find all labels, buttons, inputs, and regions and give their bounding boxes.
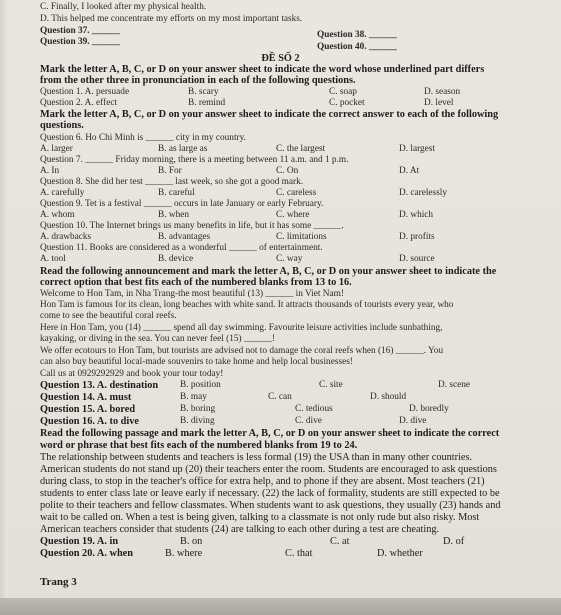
q1-option-d: D. season [424, 87, 461, 97]
q6-stem: Question 6. Ho Chi Minh is ______ city in my country. [40, 133, 246, 143]
q8-option-a: A. carefully [40, 188, 85, 198]
q16-option-c: C. dive [295, 416, 322, 426]
q11-option-a: A. tool [40, 254, 66, 264]
answer-q37: Question 37. ______ [40, 26, 120, 36]
q14-label: Question 14. A. must [40, 392, 132, 403]
announcement-line-4: Here in Hon Tam, you (14) ______ spend all day swimming. Favourite leisure activities include sunbathing, [40, 323, 443, 333]
q9-stem: Question 9. Tet is a festival ______ occurs in late January or early February. [40, 199, 324, 209]
q11-option-b: B. device [158, 254, 194, 264]
q7-option-d: D. At [399, 166, 420, 176]
q15-label: Question 15. A. bored [40, 404, 136, 415]
q1-option-c: C. soap [329, 87, 357, 97]
q19-label: Question 19. A. in [40, 536, 119, 547]
exam-title: ĐỀ SỐ 2 [261, 53, 300, 64]
q10-stem: Question 10. The Internet brings us many benefits in life, but it has some ______. [40, 221, 344, 231]
q19-option-c: C. at [330, 536, 350, 547]
option-c-line: C. Finally, I looked after my physical health. [40, 2, 207, 12]
section3-instruction-2: correct option that best fits each of the numbered blanks from 13 to 16. [40, 277, 352, 288]
q20-option-c: C. that [285, 548, 313, 559]
passage-line-4: students to enter class late or leave early if necessary. (22) the lack of formality, students are still expected to be [40, 488, 500, 499]
section1-instruction-1: Mark the letter A, B, C, or D on your answer sheet to indicate the word whose underlined part differs [40, 64, 485, 75]
passage-line-2: American students do not stand up (20) their teachers enter the room. Students are encouraged to ask questions [40, 464, 497, 475]
q15-option-d: D. boredly [409, 404, 449, 414]
q6-option-c: C. the largest [276, 144, 326, 154]
q10-option-d: D. profits [399, 232, 435, 242]
q6-option-d: D. largest [399, 144, 435, 154]
q1-option-b: B. scary [188, 87, 219, 97]
announcement-line-6: We offer ecotours to Hon Tam, but tourists are advised not to damage the coral reefs when (16) ______. You [40, 346, 444, 356]
section4-instruction-1: Read the following passage and mark the letter A, B, C, or D on your answer sheet to indicate the correct [40, 428, 500, 439]
passage-line-6: wait to be called on. When a test is being given, talking to a classmate is not only rude but also risky. Most [40, 512, 480, 523]
q16-option-d: D. dive [399, 416, 427, 426]
q16-label: Question 16. A. to dive [40, 416, 139, 427]
q13-option-d: D. scene [438, 380, 471, 390]
passage-line-1: The relationship between students and teachers is less formal (19) the USA than in many other countries. [40, 452, 473, 463]
announcement-line-2: Hon Tam is famous for its clean, long beaches with white sand. It attracts thousands of tourists every year, who [40, 300, 454, 310]
q9-option-c: C. where [276, 210, 310, 220]
option-d-line: D. This helped me concentrate my efforts on my most important tasks. [40, 14, 303, 24]
q16-option-b: B. diving [180, 416, 215, 426]
answer-q38: Question 38. ______ [317, 30, 397, 40]
answer-q40: Question 40. ______ [317, 42, 397, 52]
q7-option-c: C. On [276, 166, 299, 176]
q19-option-b: B. on [180, 536, 203, 547]
section1-instruction-2: from the other three in pronunciation in each of the following questions. [40, 75, 356, 86]
q1-label: Question 1. A. persuade [40, 87, 130, 97]
announcement-line-8: Call us at 0929292929 and book your tour today! [40, 369, 224, 379]
q9-option-b: B. when [158, 210, 189, 220]
announcement-line-1: Welcome to Hon Tam, in Nha Trang-the most beautiful (13) ______ in Viet Nam! [40, 289, 344, 299]
q20-option-b: B. where [165, 548, 203, 559]
q10-option-a: A. drawbacks [40, 232, 92, 242]
q6-option-b: B. as large as [158, 144, 208, 154]
section2-instruction-2: questions. [40, 120, 84, 131]
q9-option-a: A. whom [40, 210, 75, 220]
section4-instruction-2: word or phrase that best fits each of the numbered blanks from 19 to 24. [40, 440, 358, 451]
q2-label: Question 2. A. effect [40, 98, 118, 108]
q19-option-d: D. of [443, 536, 465, 547]
announcement-line-7: can also buy beautiful local-made souvenirs to take home and help local businesses! [40, 357, 353, 367]
q2-option-b: B. remind [188, 98, 226, 108]
q7-option-b: B. For [158, 166, 182, 176]
q8-option-c: C. careless [276, 188, 317, 198]
q11-stem: Question 11. Books are considered as a wonderful ______ of entertainment. [40, 243, 323, 253]
section2-instruction-1: Mark the letter A, B, C, or D on your answer sheet to indicate the correct answer to each of the following [40, 109, 499, 120]
q15-option-c: C. tedious [295, 404, 333, 414]
announcement-line-5: kayaking, or diving in the sea. You can never feel (15) ______! [40, 334, 275, 344]
passage-line-7: American teachers consider that students (24) are talking to each other during a test are cheating. [40, 524, 440, 535]
q6-option-a: A. larger [40, 144, 73, 154]
q8-option-b: B. careful [158, 188, 195, 198]
q20-option-d: D. whether [377, 548, 423, 559]
q20-label: Question 20. A. when [40, 548, 133, 559]
q7-option-a: A. In [40, 166, 60, 176]
q2-option-c: C. pocket [329, 98, 365, 108]
q13-label: Question 13. A. destination [40, 380, 159, 391]
q14-option-c: C. can [268, 392, 292, 402]
q13-option-c: C. site [319, 380, 343, 390]
q9-option-d: D. which [399, 210, 434, 220]
page-number: Trang 3 [40, 576, 77, 588]
q11-option-d: D. source [399, 254, 435, 264]
q8-stem: Question 8. She did her test ______ last week, so she got a good mark. [40, 177, 304, 187]
q7-stem: Question 7. ______ Friday morning, there is a meeting between 11 a.m. and 1 p.m. [40, 155, 349, 165]
page-edge-shadow [0, 0, 8, 615]
passage-line-5: polite to their teachers and fellow classmates. When students want to ask questions, they usually (23) hands and [40, 500, 501, 511]
answer-q39: Question 39. ______ [40, 37, 120, 47]
q13-option-b: B. position [180, 380, 221, 390]
q2-option-d: D. level [424, 98, 454, 108]
q8-option-d: D. carelessly [399, 188, 448, 198]
q14-option-d: D. should [370, 392, 407, 402]
section3-instruction-1: Read the following announcement and mark the letter A, B, C, or D on your answer sheet to indicate the [40, 266, 497, 277]
q10-option-c: C. limitations [276, 232, 327, 242]
q14-option-b: B. may [180, 392, 207, 402]
q11-option-c: C. way [276, 254, 303, 264]
bottom-shadow [0, 598, 561, 615]
passage-line-3: during class, to stop in the teacher's office for extra help, and to phone if they are absent. Most teachers (21) [40, 476, 485, 487]
announcement-line-3: come to see the beautiful coral reefs. [40, 311, 177, 321]
q15-option-b: B. boring [180, 404, 216, 414]
q10-option-b: B. advantages [158, 232, 211, 242]
